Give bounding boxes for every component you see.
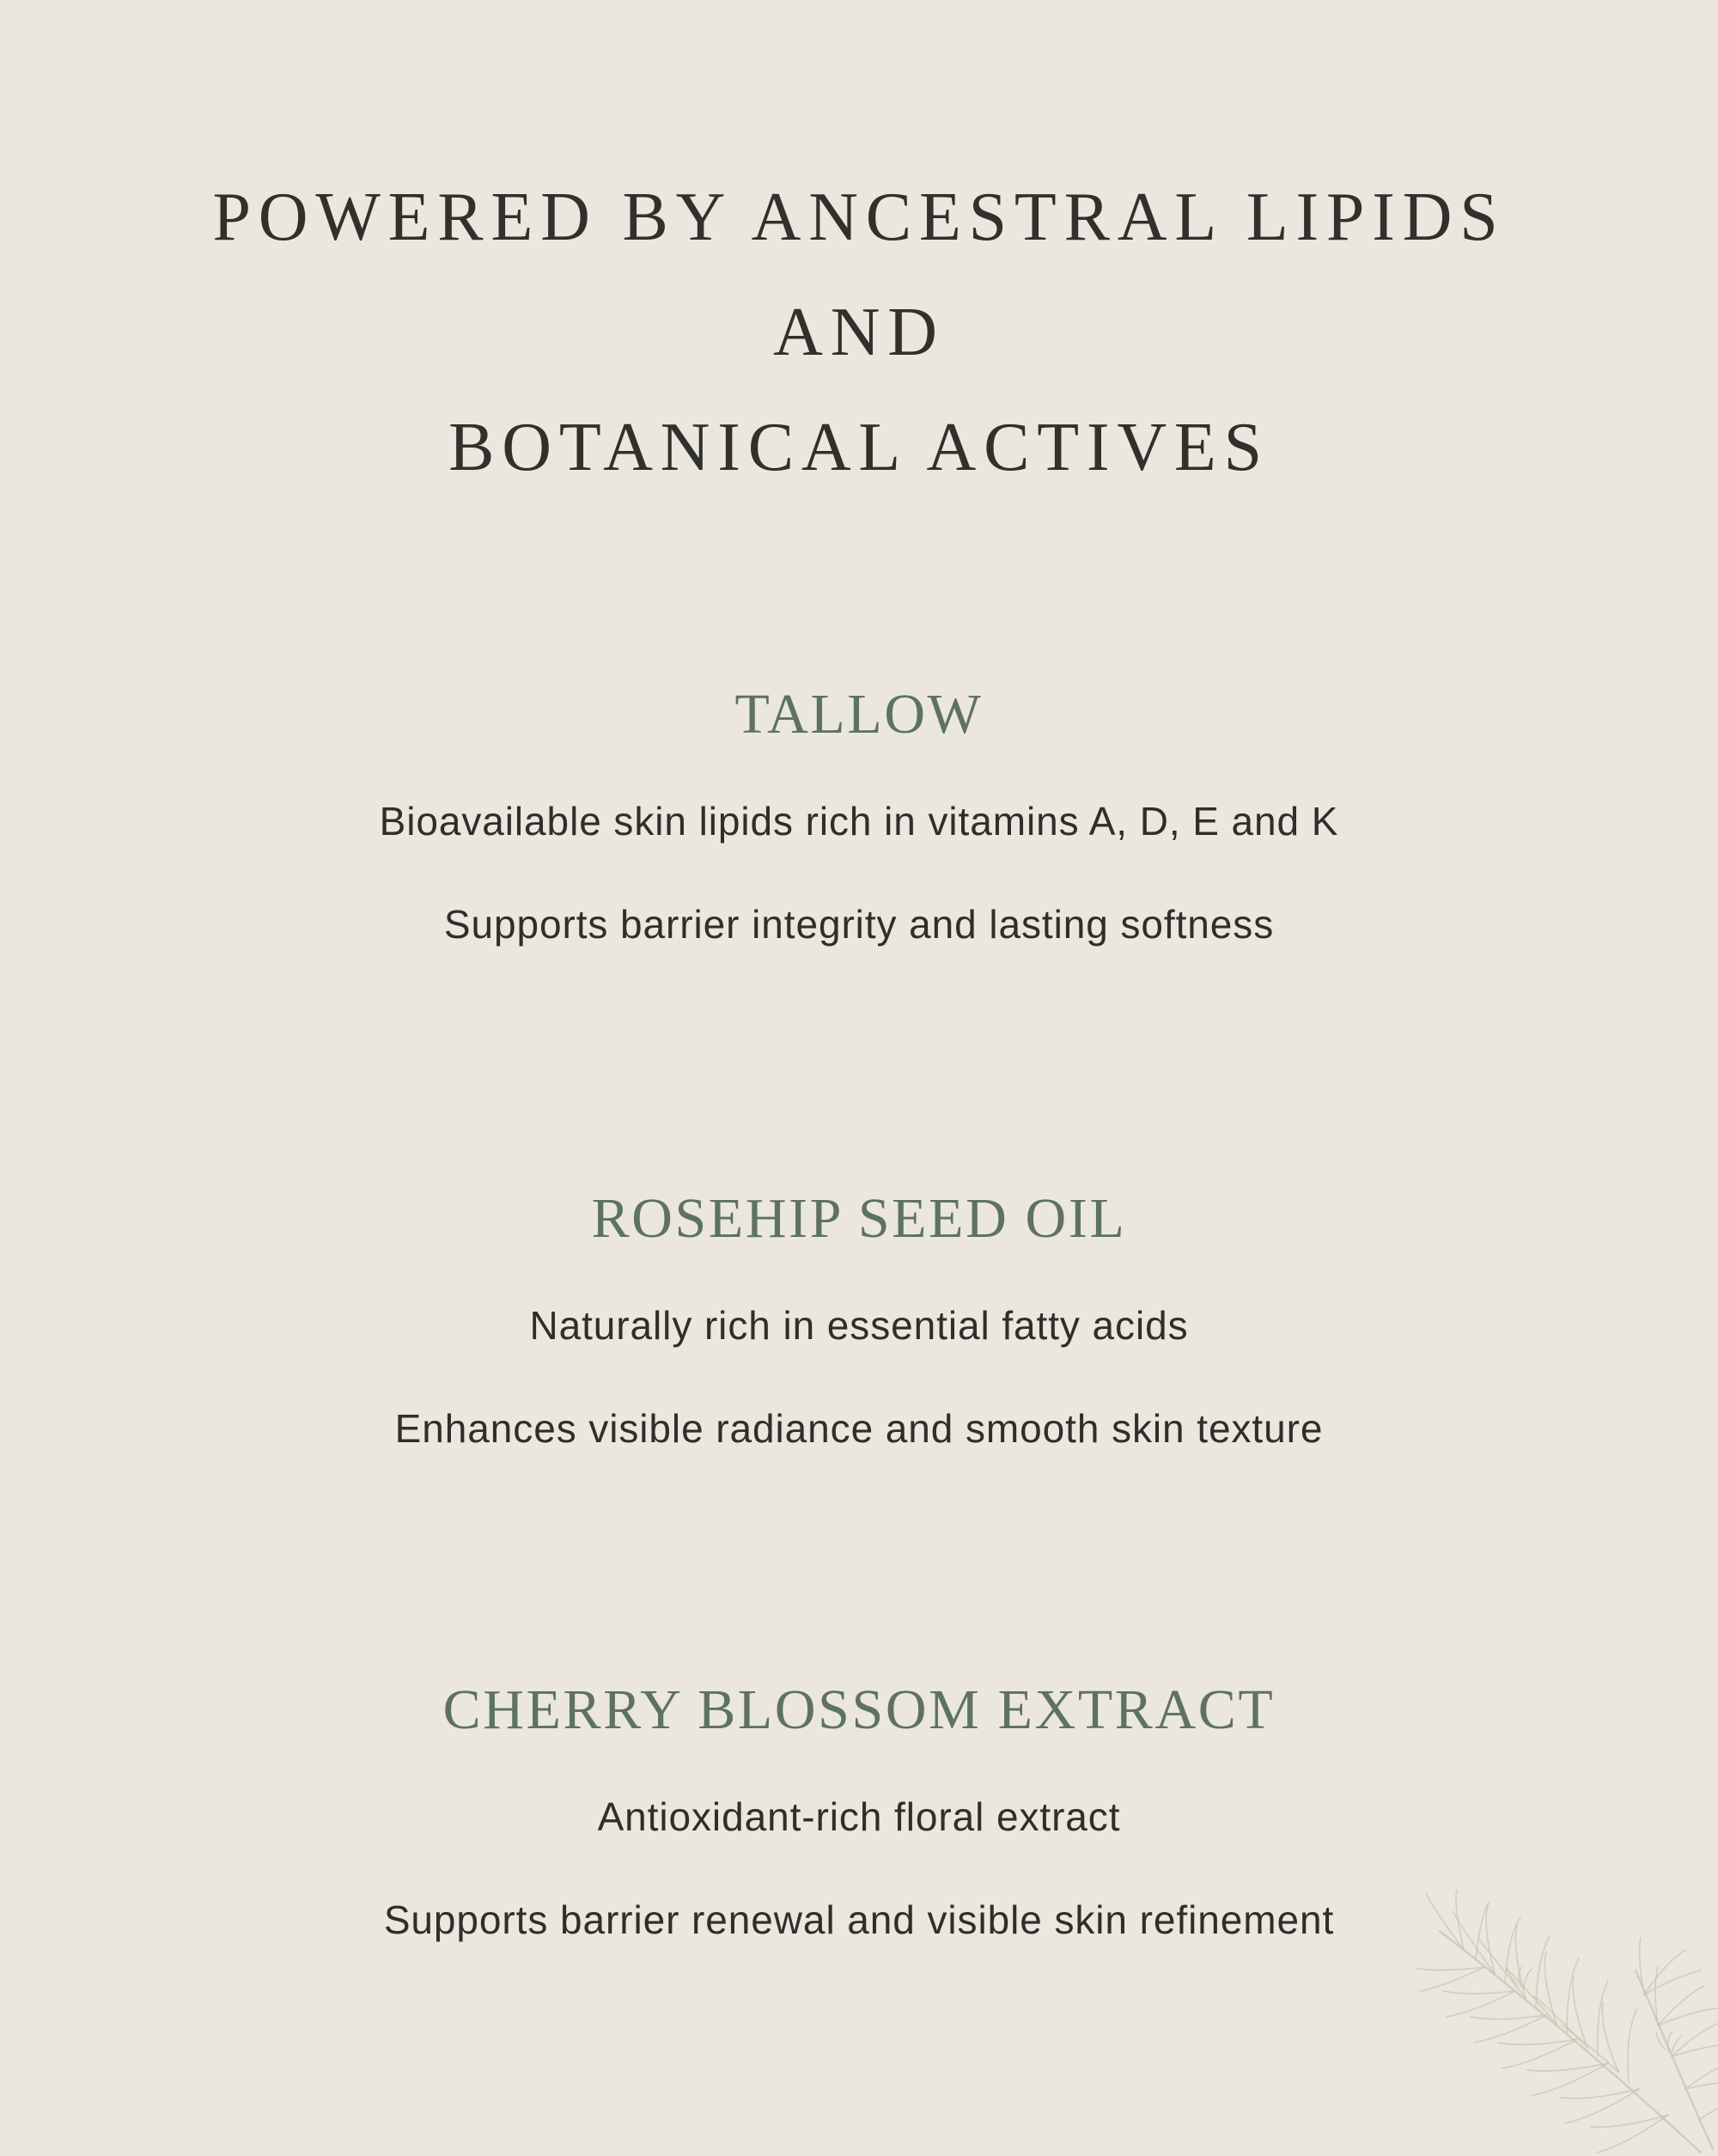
page-title	[0, 160, 1718, 505]
section-heading-cherry-blossom-extract: CHERRY BLOSSOM EXTRACT	[442, 1678, 1276, 1741]
title-line-3: BOTANICAL ACTIVES	[448, 410, 1270, 485]
benefit-line: Antioxidant-rich floral extract	[597, 1794, 1121, 1839]
section-heading-tallow: TALLOW	[734, 683, 984, 746]
title-line-2: AND	[773, 295, 945, 370]
benefit-line: Bioavailable skin lipids rich in vitamins A, D, E and K	[379, 799, 1339, 844]
benefit-line: Supports barrier integrity and lasting softness	[443, 902, 1275, 947]
benefit-line: Supports barrier renewal and visible skin refinement	[383, 1897, 1335, 1942]
section-tallow	[0, 676, 1718, 951]
benefit-line: Enhances visible radiance and smooth skin texture	[394, 1406, 1324, 1451]
section-heading-rosehip-seed-oil: ROSEHIP SEED OIL	[591, 1187, 1127, 1250]
benefit-line: Naturally rich in essential fatty acids	[529, 1303, 1189, 1348]
pine-sprig-icon	[1416, 1890, 1718, 2156]
title-line-1: POWERED BY ANCESTRAL LIPIDS	[212, 180, 1506, 255]
section-rosehip-seed-oil	[0, 1180, 1718, 1455]
